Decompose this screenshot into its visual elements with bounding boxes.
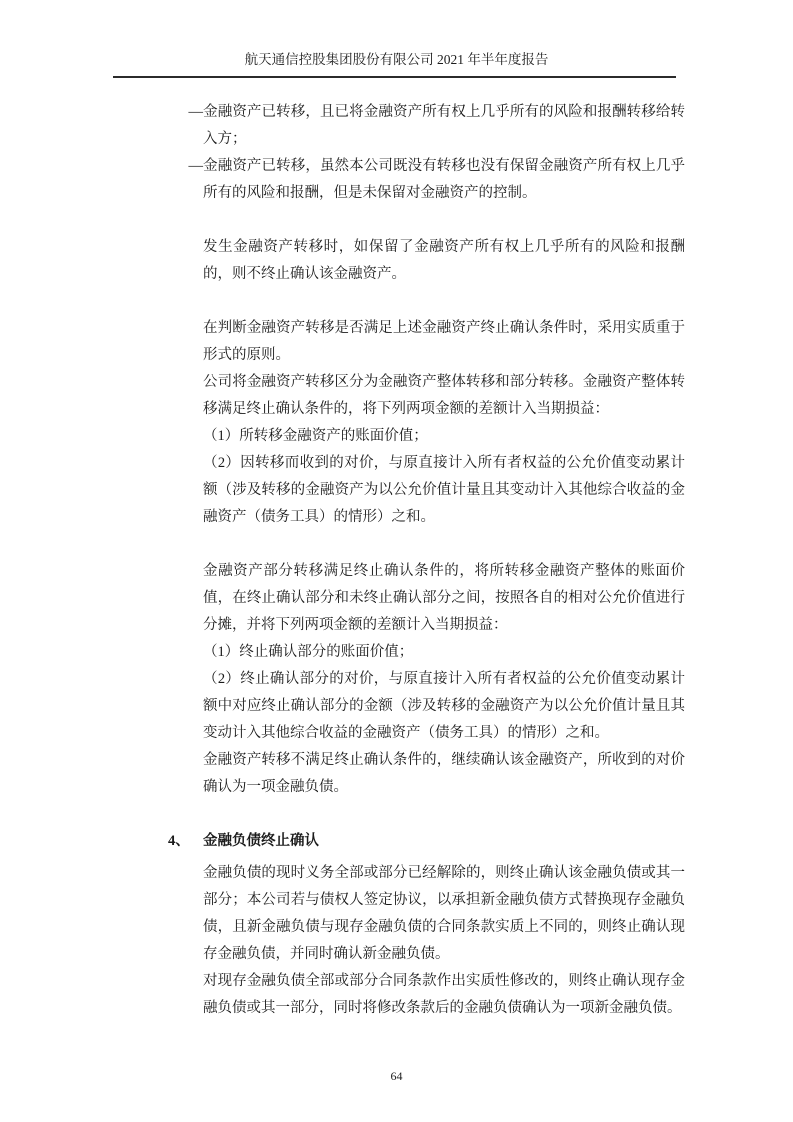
paragraph-item-1-carrying-value: （1）所转移金融资产的账面价值；	[203, 428, 428, 444]
paragraph-partial-item-1: （1）终止确认部分的账面价值；	[203, 644, 414, 660]
section-heading-4	[168, 828, 685, 855]
paragraph-retained-risk: 发生金融资产转移时，如保留了金融资产所有权上几乎所有的风险和报酬的，则不终止确认该金融资产。	[203, 239, 685, 282]
paragraph-item-2-consideration: （2）因转移而收到的对价，与原直接计入所有者权益的公允价值变动累计额（涉及转移的金融资产为以公允价值计量且其变动计入其他综合收益的金融资产（债务工具）的情形）之和。	[203, 455, 685, 525]
paragraph-transfer-not-qualified: 金融资产转移不满足终止确认条件的，继续确认该金融资产，所收到的对价确认为一项金融负债。	[203, 752, 685, 795]
paragraph-partial-transfer: 金融资产部分转移满足终止确认条件的，将所转移金融资产整体的账面价值，在终止确认部分和未终止确认部分之间，按照各自的相对公允价值进行分摊，并将下列两项金额的差额计入当期损益：	[203, 563, 685, 633]
paragraph-liability-derecognition-2: 对现存金融负债全部或部分合同条款作出实质性修改的，则终止确认现存金融负债或其一部分，同时将修改条款后的金融负债确认为一项新金融负债。	[203, 973, 685, 1016]
page-number: 64	[390, 1069, 403, 1083]
section-number: 4、	[168, 833, 190, 849]
paragraph-substance-over-form: 在判断金融资产转移是否满足上述金融资产终止确认条件时，采用实质重于形式的原则。	[203, 320, 685, 363]
section-title: 金融负债终止确认	[203, 833, 319, 849]
document-body	[168, 99, 685, 1022]
header-rule	[113, 76, 676, 78]
page-footer	[0, 1069, 793, 1084]
page-header	[0, 0, 793, 78]
report-header-title: 航天通信控股集团股份有限公司 2021 年半年度报告	[244, 52, 549, 67]
paragraph-transfer-classification: 公司将金融资产转移区分为金融资产整体转移和部分转移。金融资产整体转移满足终止确认条件的，将下列两项金额的差额计入当期损益：	[203, 374, 685, 417]
paragraph-liability-derecognition-1: 金融负债的现时义务全部或部分已经解除的，则终止确认该金融负债或其一部分；本公司若与债权人签定协议，以承担新金融负债方式替换现存金融负债，且新金融负债与现存金融负债的合同条款实质上不同的，则终止确认现存金融负债，并同时确认新金融负债。	[203, 865, 685, 962]
paragraph-partial-item-2: （2）终止确认部分的对价，与原直接计入所有者权益的公允价值变动累计额中对应终止确认部分的金额（涉及转移的金融资产为以公允价值计量且其变动计入其他综合收益的金融资产（债务工具）的情形）之和。	[203, 671, 685, 741]
paragraph-asset-transferred-2: —金融资产已转移，虽然本公司既没有转移也没有保留金融资产所有权上几乎所有的风险和报酬，但是未保留对金融资产的控制。	[188, 158, 685, 201]
paragraph-asset-transferred-1: —金融资产已转移，且已将金融资产所有权上几乎所有的风险和报酬转移给转入方；	[188, 104, 685, 147]
